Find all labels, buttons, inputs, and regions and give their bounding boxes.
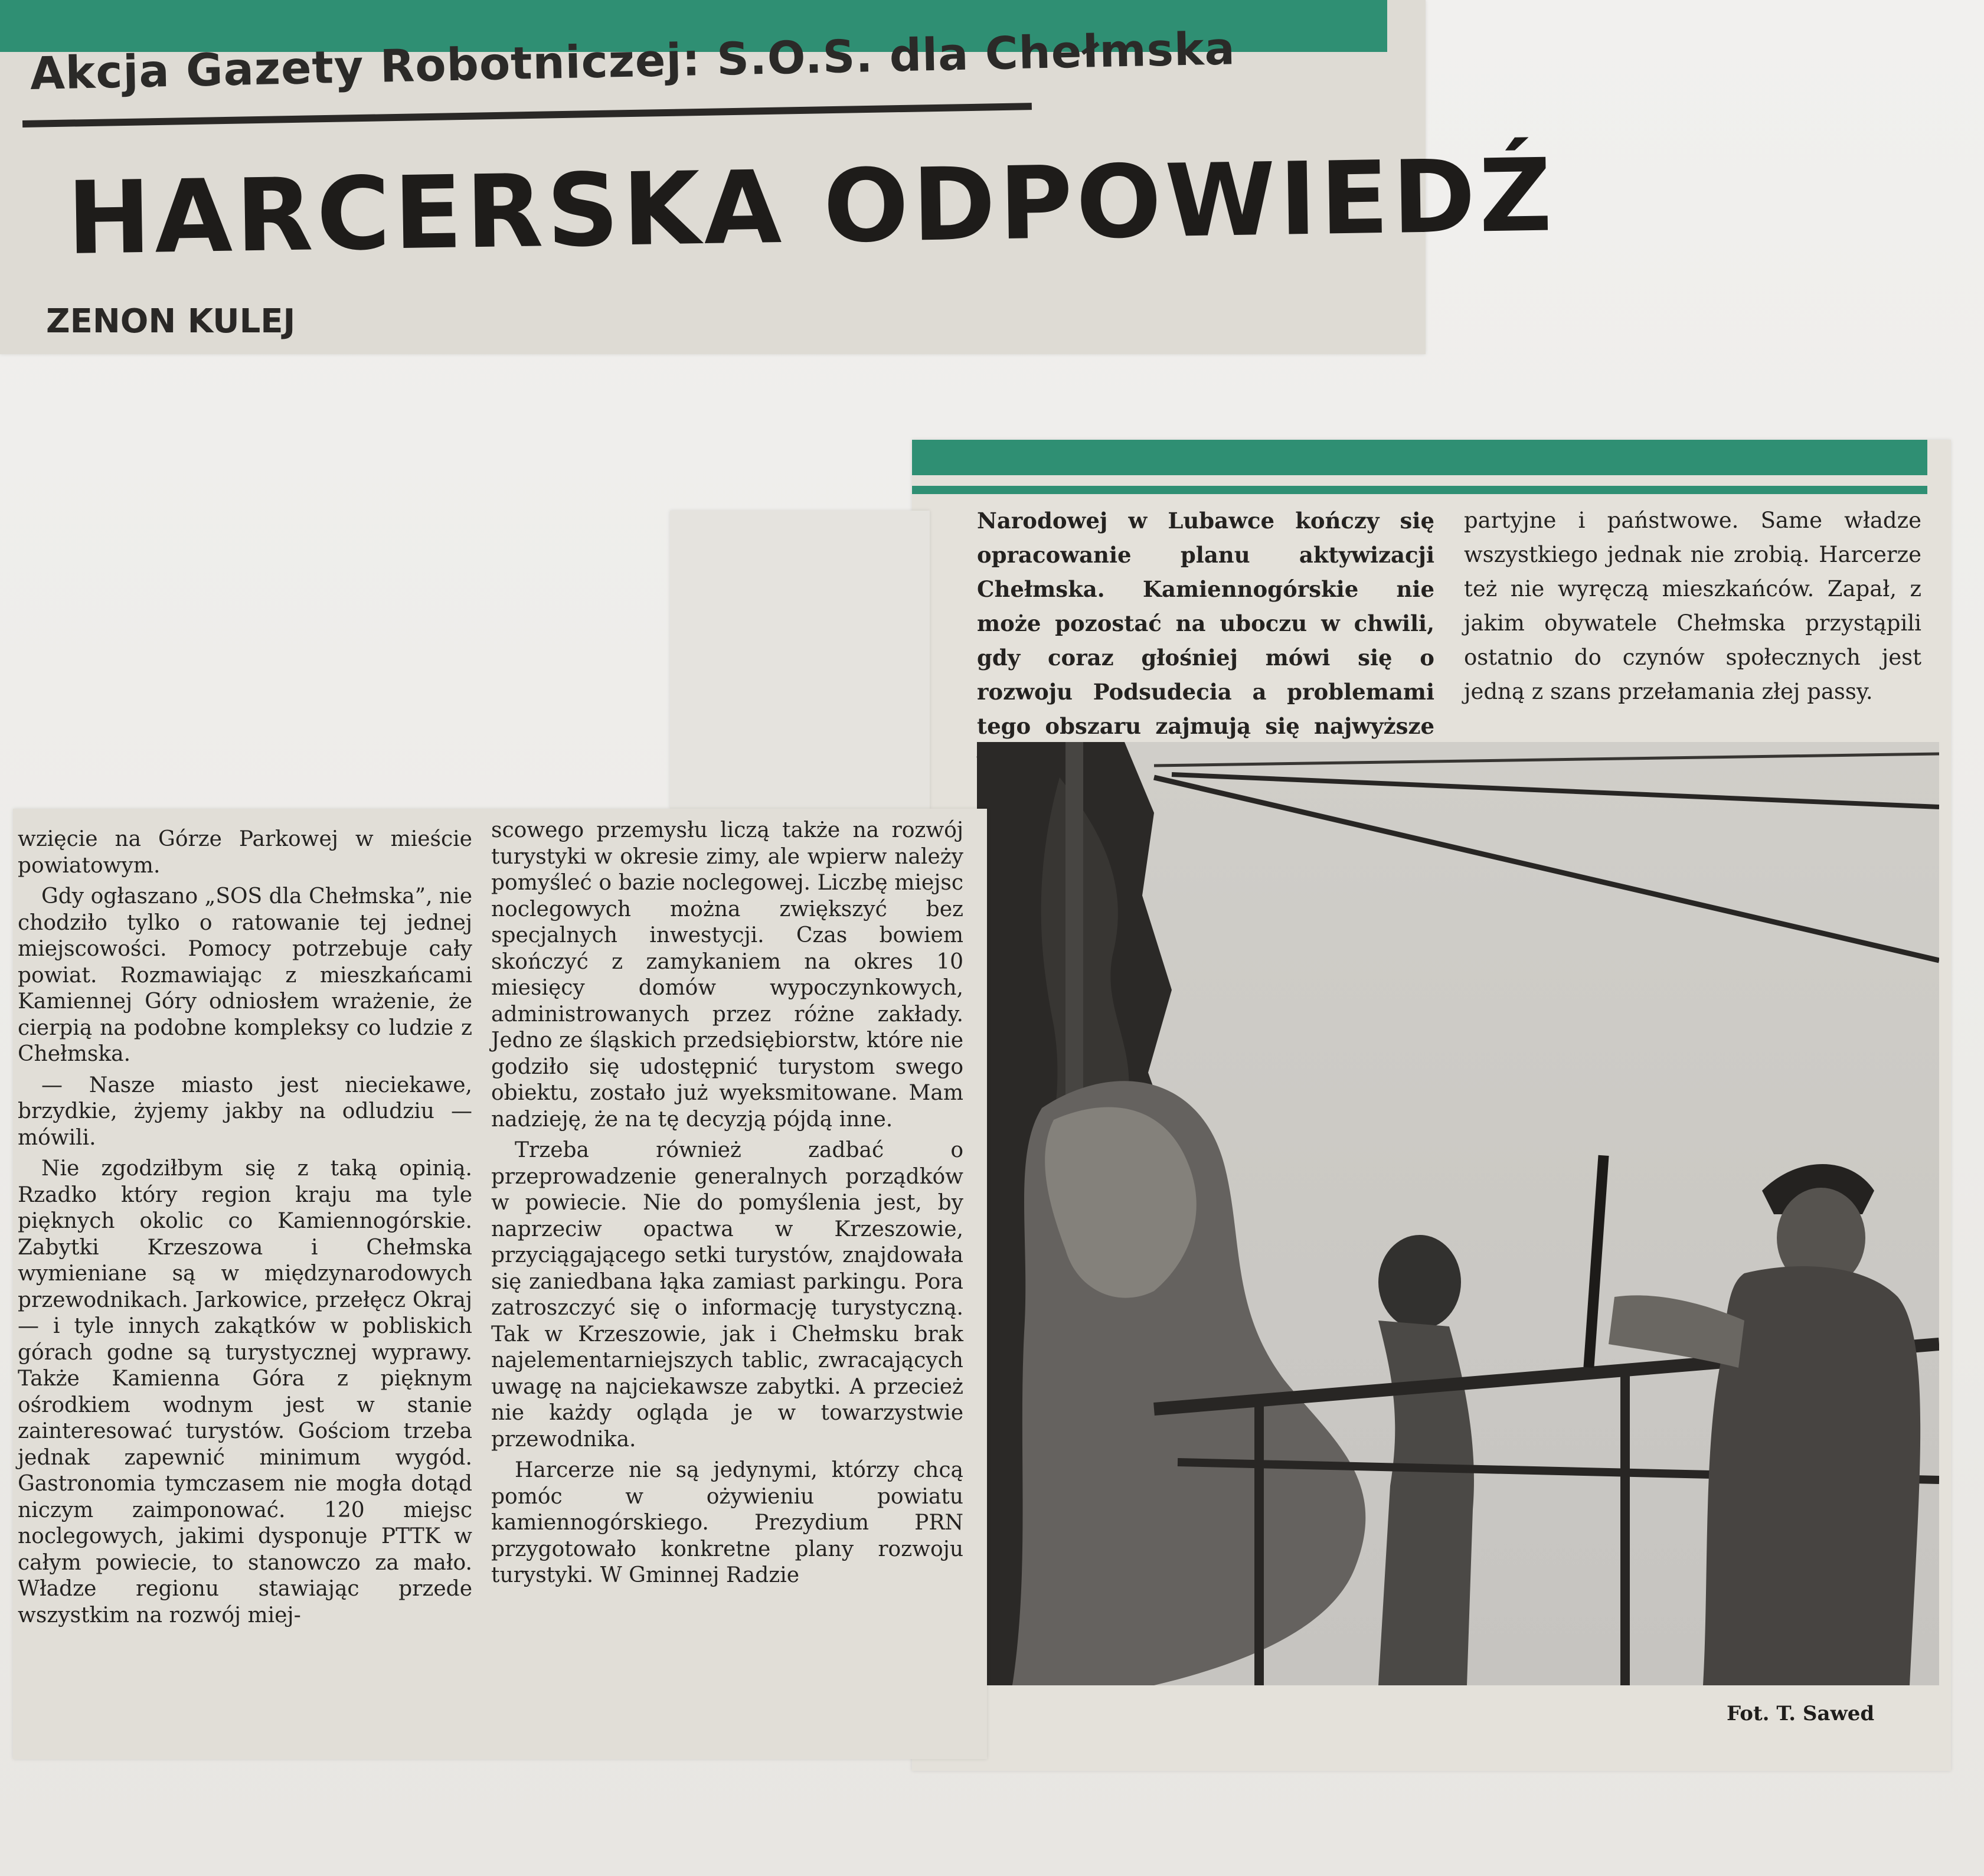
article-photo [977,742,1939,1685]
kicker-title: Akcja Gazety Robotniczej: S.O.S. dla Chełmska [30,22,1236,100]
photo-clipping [912,440,1951,1771]
byline: ZENON KULEJ [46,302,296,341]
paper-strip [670,511,930,809]
headline: HARCERSKA ODPOWIEDŹ [66,137,1557,277]
article-clipping [13,809,987,1759]
article-column-2 [491,818,963,1594]
paragraph: Trzeba również zadbać o przeprowadzenie generalnych porządków w powiecie. Nie do pomyślenia jest, by naprzeciw opactwa w Krzeszowie, przyciągającego setki turystów, znajdowała się zaniedbana łąka zamiast parkingu. Pora zatroszczyć się o informację turystyczną. Tak w Krzeszowie, jak i Chełmsku brak najelementarniejszych tablic, zwracających uwagę na najciekawsze zabytki. A przecież nie każdy ogląda je w towarzystwie przewodnika. [491,1138,963,1452]
paragraph: Harcerze nie są jedynymi, którzy chcą pomóc w ożywieniu powiatu kamiennogórskiego. Prezydium PRN przygotowało konkretne plany rozwoju turystyki. W Gminnej Radzie [491,1458,963,1587]
paragraph: Nie zgodziłbym się z taką opinią. Rzadko który region kraju ma tyle pięknych okolic co Kamiennogórskie. Zabytki Krzeszowa i Chełmska wymieniane są w międzynarodowych przewodnikach. Jarkowice, przełęcz Okraj — i tyle innych zakątków w pobliskich górach godne są turystycznej wyprawy. Także Kamienna Góra z pięknym ośrodkiem wodnym jest w stanie zainteresować turystów. Gościom trzeba jednak zapewnić minimum wygód. Gastronomia tymczasem nie mogła dotąd niczym zaimponować. 120 miejsc noclegowych, jakimi dysponuje PTTK w całym powiecie, to stanowczo za mało. Władze regionu stawiając przede wszystkim na rozwój miej- [18,1156,472,1627]
article-column-1 [18,826,472,1633]
article-column-4: partyjne i państwowe. Same władze wszystkiego jednak nie zrobią. Harcerze też nie wyręczą mieszkańców. Zapał, z jakim obywatele Chełmska przystąpili ostatnio do czynów społecznych jest jedną z szans przełamania złej passy. [1464,508,1921,704]
paragraph: wzięcie na Górze Parkowej w mieście powiatowym. [18,827,472,878]
paragraph: scowego przemysłu liczą także na rozwój turystyki w okresie zimy, ale wpierw należy pomyśleć o bazie noclegowej. Liczbę miejsc noclegowych można zwiększyć bez specjalnych inwestycji. Czas bowiem skończyć z zamykaniem na okres 10 miesięcy domów wypoczynkowych, administrowanych przez różne zakłady. Jedno ze śląskich przedsiębiorstw, które nie godziło się udostępnić turystom swego obiektu, zostało już wyeksmitowane. Mam nadzieję, że na tę decyzją pójdą inne. [491,818,963,1132]
headline-clipping [0,0,1557,354]
kicker-rule [22,103,1032,128]
photo-caption: Fot. T. Sawed [1727,1702,1875,1725]
article-column-3: Narodowej w Lubawce kończy się opracowanie planu aktywizacji Chełmska. Kamiennogórskie nie może pozostać na uboczu w chwili, gdy coraz głośniej mówi się o rozwoju Podsudecia a problemami tego obszaru zajmują się najwyższe [977,508,1434,739]
paragraph: — Nasze miasto jest nieciekawe, brzydkie, żyjemy jakby na odludziu — mówili. [18,1073,472,1150]
green-header-bar [912,440,1927,494]
paragraph: Gdy ogłaszano „SOS dla Chełmska”, nie chodziło tylko o ratowanie tej jednej miejscowości. Pomocy potrzebuje cały powiat. Rozmawiając z mieszkańcami Kamiennej Góry odniosłem wrażenie, że cierpią na podobne kompleksy co ludzie z Chełmska. [18,884,472,1066]
